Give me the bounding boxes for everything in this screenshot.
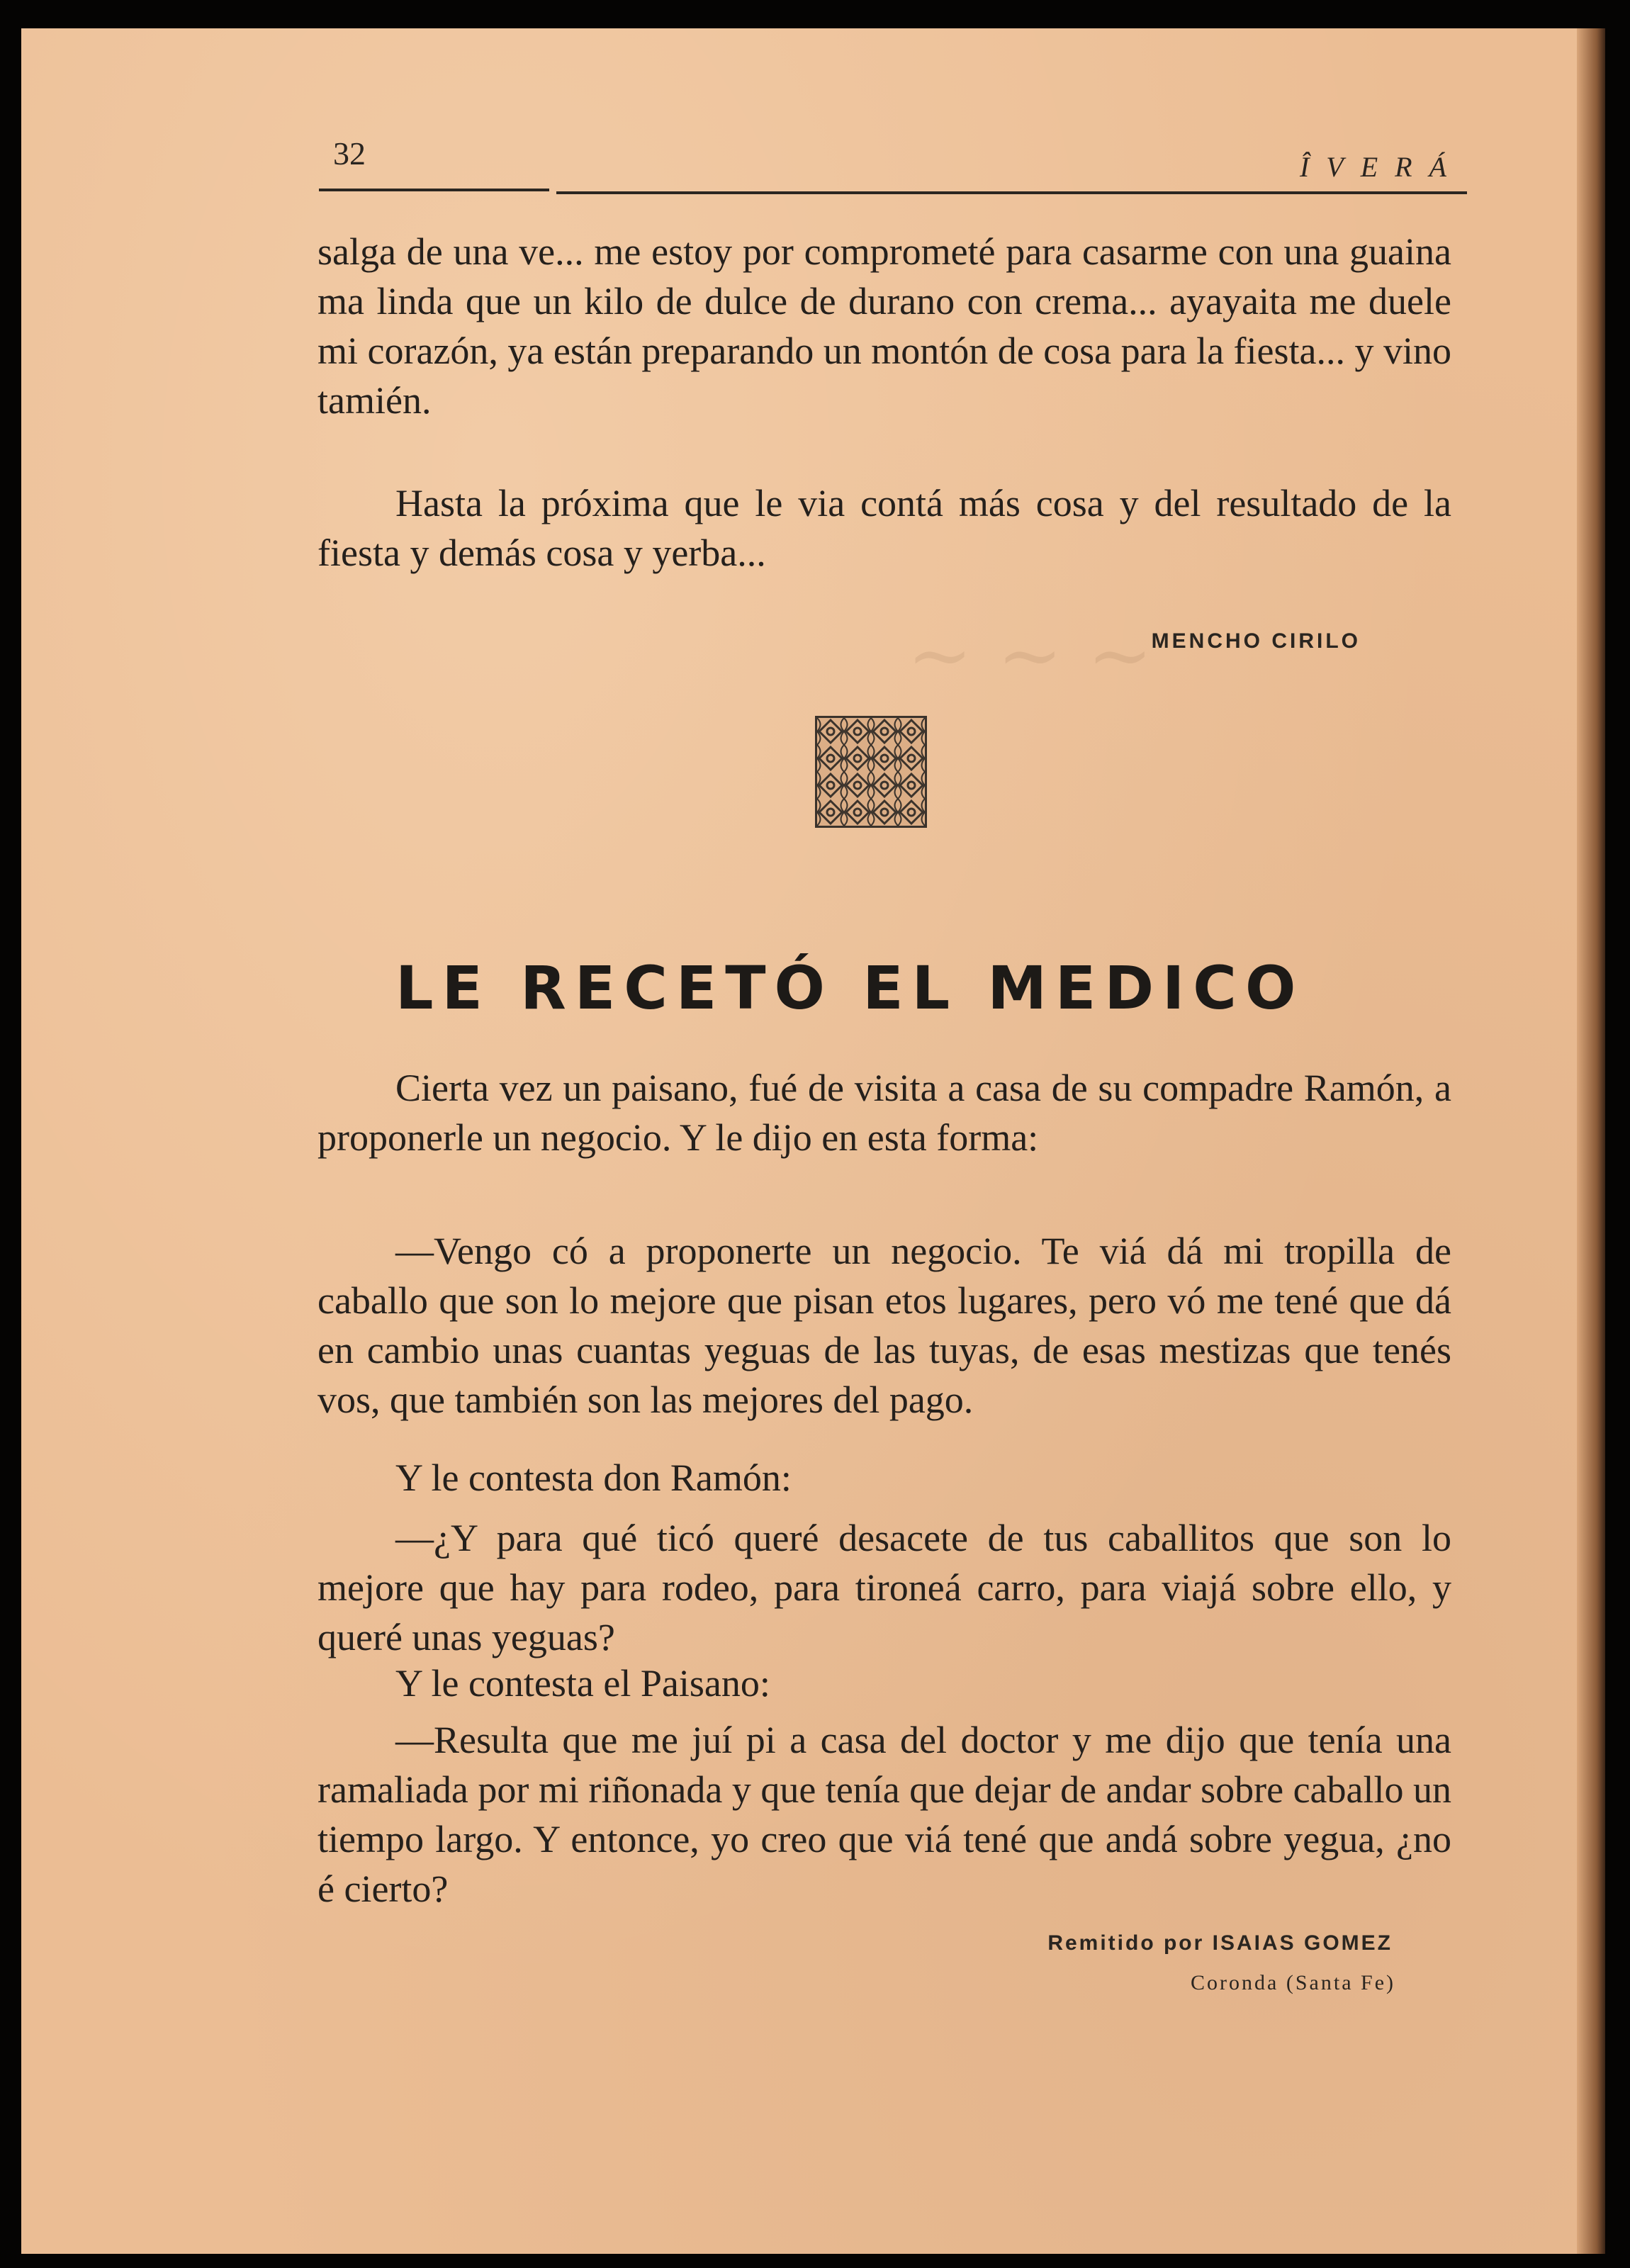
bleed-through-background: ~ ~ ~ [907,610,1153,700]
previous-article-paragraph-2: Hasta la próxima que le via contá más cosa y del resultado de la fiesta y demás cosa y yerba... [317,482,1451,574]
article-credit [1047,1931,1393,1995]
credit-author: Remitido por ISAIAS GOMEZ [1047,1931,1393,1955]
page-header [305,106,1463,213]
page-spine [1577,28,1605,2254]
article-title: LE RECETÓ EL MEDICO [395,953,1305,1023]
previous-article-signature: MENCHO CIRILO [1151,629,1361,653]
article-paragraph-5: Y le contesta el Paisano: [395,1662,770,1705]
article-paragraph-2: —Vengo có a proponerte un negocio. Te viá dá mi tropilla de caballo que son lo mejore que pisan etos lugares, pero vó me tené que dá en cambio unas cuantas yeguas de las tuyas, de esas mestizas que tenés vos, que también son las mejores del pago. [317,1230,1451,1421]
header-rule-left [319,189,549,191]
article-paragraph-6: —Resulta que me juí pi a casa del doctor y me dijo que tenía una ramaliada por mi riñonada y que tenía que dejar de andar sobre caballo un tiempo largo. Y entonce, yo creo que viá tené que andá sobre yegua, ¿no é cierto? [317,1719,1451,1910]
previous-article-paragraph-1: salga de una ve... me estoy por comprometé para casarme con una guaina ma linda que un kilo de dulce de durano con crema... ayayaita me duele mi corazón, ya están preparando un montón de cosa para la fiesta... y vino tamién. [317,230,1451,422]
decorative-ornament-icon [815,716,927,828]
credit-location: Coronda (Santa Fe) [1191,1971,1395,1994]
header-rule-right [556,191,1467,194]
article-paragraph-1: Cierta vez un paisano, fué de visita a casa de su compadre Ramón, a proponerle un negocio. Y le dijo en esta forma: [317,1067,1451,1159]
article-paragraph-3: Y le contesta don Ramón: [395,1456,792,1499]
magazine-page [21,28,1605,2254]
article-paragraph-4: —¿Y para qué ticó queré desacete de tus caballitos que son lo mejore que hay para rodeo, para tironeá carro, para viajá sobre ello, y queré unas yeguas? [317,1517,1451,1658]
page-number: 32 [333,135,366,172]
running-title: ÎVERÁ [1299,151,1463,183]
